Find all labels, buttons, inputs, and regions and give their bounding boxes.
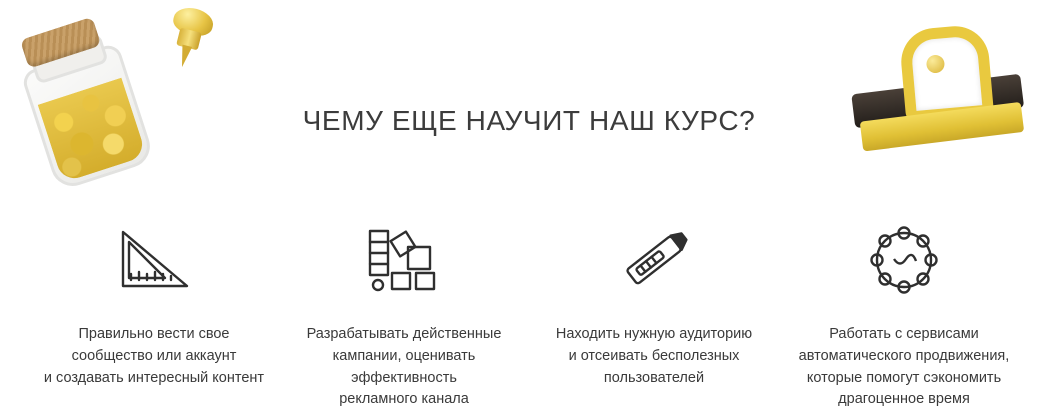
feature-text-line: рекламного канала [339, 391, 469, 408]
feature-text-line: Находить нужную аудиторию [555, 326, 753, 342]
binder-clip-icon [847, 21, 1028, 165]
feature-text-line: кампании, оценивать [332, 347, 476, 364]
pushpin-tip [177, 45, 192, 69]
feature-item [30, 222, 278, 389]
feature-text-line: пользователей [603, 369, 705, 386]
feature-text [280, 324, 528, 411]
jar-of-gold-pushpins-image [0, 0, 230, 200]
triangle-ruler-icon [30, 222, 278, 298]
pushpin-icon [156, 3, 221, 76]
feature-text-line: Правильно вести свое [78, 326, 230, 342]
feature-text-line: сообщество или аккаунт [71, 347, 237, 364]
feature-text-line: Работать с сервисами [829, 326, 979, 342]
feature-text-line: и отсеивать бесполезных [568, 347, 740, 364]
feature-text [530, 324, 778, 389]
feature-text [30, 324, 278, 389]
feature-text-line: и создавать интересный контент [43, 369, 265, 386]
feature-text-line: эффективность [351, 369, 457, 386]
gold-binder-clip-image [838, 0, 1058, 185]
features-list [30, 222, 1028, 411]
feature-text-line: драгоценное время [838, 391, 970, 408]
color-swatches-icon [280, 222, 528, 298]
page-title: ЧЕМУ ЕЩЕ НАУЧИТ НАШ КУРС? [302, 105, 756, 137]
feature-item [530, 222, 778, 389]
feature-text-line: Разрабатывать действенные [306, 326, 502, 342]
chain-necklace-icon [780, 222, 1028, 298]
feature-text-line: которые помогут сэкономить [806, 369, 1002, 386]
feature-item [780, 222, 1028, 411]
glass-jar-icon [0, 6, 168, 198]
cutter-knife-icon [530, 222, 778, 298]
feature-text-line: автоматического продвижения, [798, 347, 1010, 364]
feature-item [280, 222, 528, 411]
feature-text [780, 324, 1028, 411]
